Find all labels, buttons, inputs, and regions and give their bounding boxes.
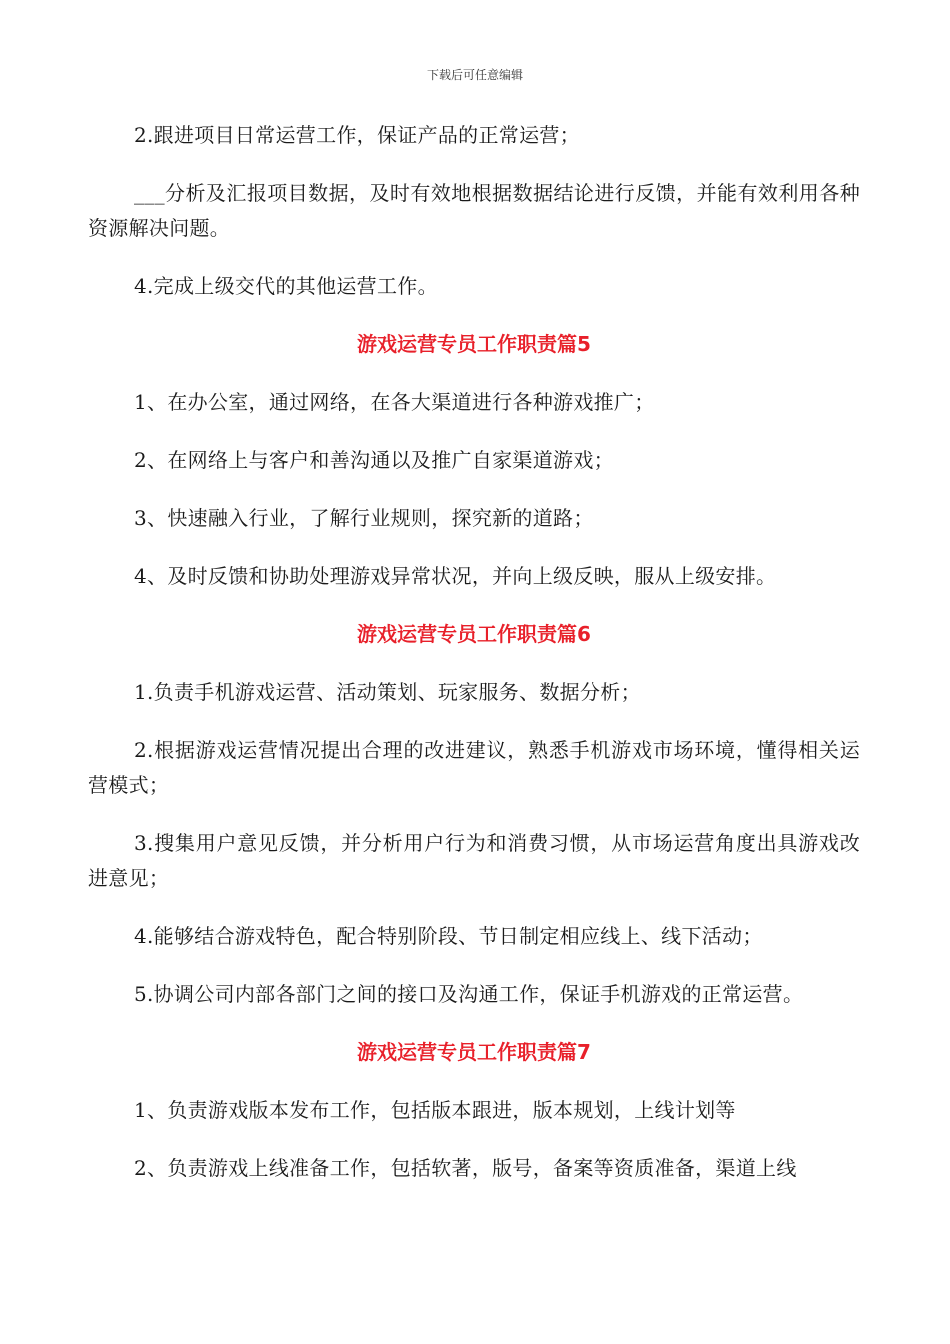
paragraph: 4.完成上级交代的其他运营工作。 — [134, 274, 438, 298]
paragraph: 2、在网络上与客户和善沟通以及推广自家渠道游戏； — [134, 448, 614, 472]
document-body — [88, 118, 860, 1209]
paragraph: 4、及时反馈和协助处理游戏异常状况，并向上级反映，服从上级安排。 — [134, 564, 777, 588]
paragraph: 1.负责手机游戏运营、活动策划、玩家服务、数据分析； — [134, 680, 641, 704]
page-header-note: 下载后可任意编辑 — [426, 68, 523, 82]
paragraph: 3.搜集用户意见反馈，并分析用户行为和消费习惯，从市场运营角度出具游戏改进意见； — [88, 831, 860, 890]
paragraph: 2.跟进项目日常运营工作，保证产品的正常运营； — [134, 123, 580, 147]
paragraph: 2.根据游戏运营情况提出合理的改进建议，熟悉手机游戏市场环境，懂得相关运营模式； — [88, 738, 860, 797]
paragraph: 1、在办公室，通过网络，在各大渠道进行各种游戏推广； — [134, 390, 655, 414]
paragraph: 1、负责游戏版本发布工作，包括版本跟进，版本规划，上线计划等 — [134, 1098, 736, 1122]
paragraph: 5.协调公司内部各部门之间的接口及沟通工作，保证手机游戏的正常运营。 — [134, 982, 804, 1006]
section-heading: 游戏运营专员工作职责篇7 — [357, 1040, 591, 1064]
section-heading: 游戏运营专员工作职责篇5 — [357, 332, 591, 356]
paragraph: ___分析及汇报项目数据，及时有效地根据数据结论进行反馈，并能有效利用各种资源解决问题。 — [88, 181, 860, 240]
paragraph: 4.能够结合游戏特色，配合特别阶段、节日制定相应线上、线下活动； — [134, 924, 763, 948]
section-heading: 游戏运营专员工作职责篇6 — [357, 622, 591, 646]
paragraph: 3、快速融入行业，了解行业规则，探究新的道路； — [134, 506, 594, 530]
paragraph: 2、负责游戏上线准备工作，包括软著，版号，备案等资质准备，渠道上线 — [134, 1156, 797, 1180]
